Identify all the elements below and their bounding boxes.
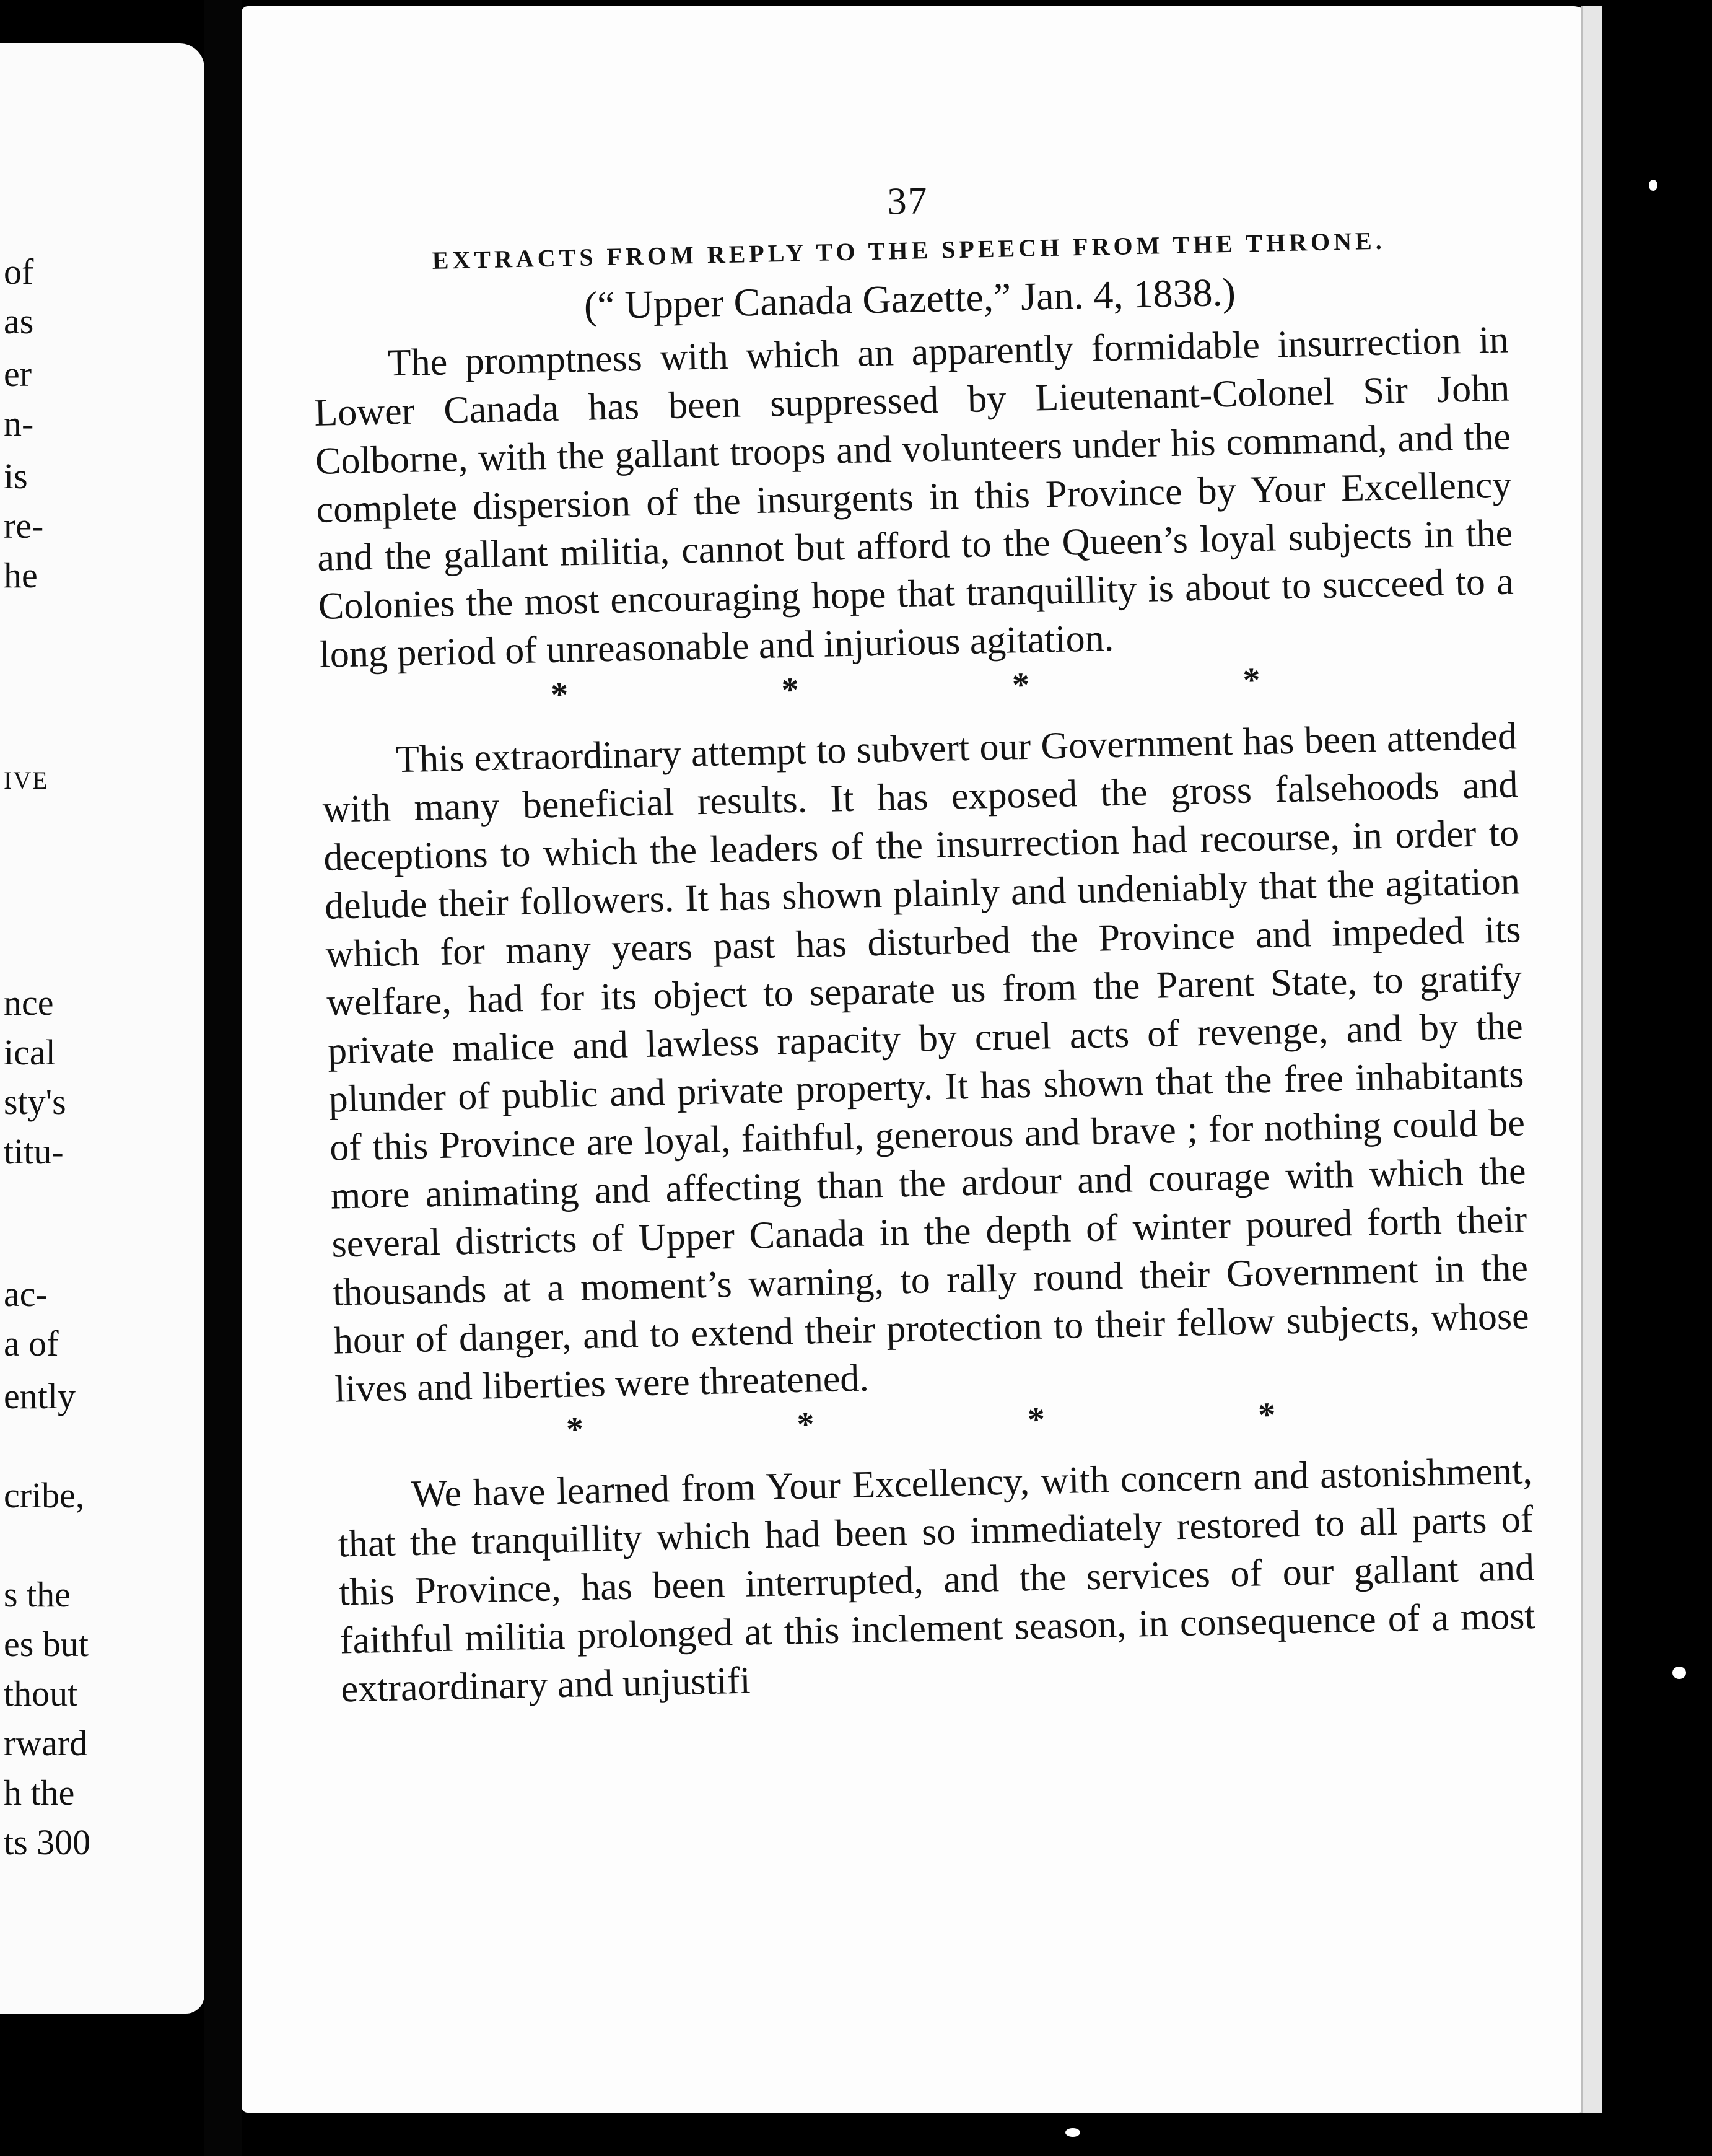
asterisk: * bbox=[781, 670, 800, 710]
left-page-text-fragment: nce bbox=[4, 983, 54, 1023]
left-page-text-fragment: cribe, bbox=[4, 1475, 85, 1515]
left-page-text-fragment: rward bbox=[4, 1723, 88, 1763]
left-page-text-fragment: as bbox=[4, 301, 34, 341]
left-page-text-fragment: re- bbox=[4, 506, 44, 546]
left-page-text-fragment: IVE bbox=[4, 766, 49, 794]
left-page-text-fragment: he bbox=[4, 555, 38, 595]
left-page-text-fragment: ical bbox=[4, 1032, 56, 1072]
dust-speck bbox=[1672, 1667, 1686, 1679]
asterisk: * bbox=[796, 1405, 815, 1444]
asterisk: * bbox=[566, 1410, 584, 1449]
dust-speck bbox=[1649, 180, 1657, 191]
left-page-text-fragment: ts 300 bbox=[4, 1822, 91, 1862]
left-page-fragment bbox=[0, 43, 204, 2014]
left-page-text-fragment: er bbox=[4, 354, 32, 394]
left-page-text-fragment: thout bbox=[4, 1673, 78, 1714]
paragraph-1: The promptness with which an apparently formidable insurrection in Lower Canada has been suppressed by Lieutenant-Colonel Sir John Colborne, with the gallant troops and volunteers under his command, and the complete dispersion of the insurgents in this Province by Your Excellency and the gallant militia, cannot but afford to the Queen’s loyal subjects in the Colonies the most encouraging hope that tranquillity is about to succeed to a long period of unreasonable and injurious agitation. bbox=[313, 318, 1514, 676]
dust-speck bbox=[1065, 2128, 1080, 2137]
asterisk: * bbox=[1011, 665, 1030, 705]
section-heading: EXTRACTS FROM REPLY TO THE SPEECH FROM THE THRONE. bbox=[432, 226, 1386, 274]
left-page-text-fragment: a of bbox=[4, 1323, 59, 1364]
paragraph-2: This extraordinary attempt to subvert our Government has been attended with many beneficial results. It has exposed the gross falsehoods and deceptions to which the leaders of the insurrection had recourse, in order to delude their followers. It has shown plainly and undeniably that the agitation which for many years past has disturbed the Province and impeded its welfare, had for its object to separate us from the Parent State, to gratify private malice and lawless rapacity by cruel acts of revenge, and by the plunder of public and private property. It has shown that the free inhabitants of this Province are loyal, faithful, generous and brave ; for nothing could be more animating and affecting than the ardour and courage with which the several districts of Upper Canada in the depth of winter poured forth their thousands at a moment’s warning, to rally round their Government in the hour of danger, and to extend their protection to their fellow subjects, whose lives and liberties were threatened. bbox=[322, 715, 1530, 1411]
left-page-text-fragment: of bbox=[4, 252, 34, 292]
left-page-text-fragment: ently bbox=[4, 1376, 76, 1416]
page-content bbox=[310, 167, 1537, 1714]
left-page-text-fragment: s the bbox=[4, 1574, 71, 1615]
book-gutter bbox=[204, 0, 242, 2156]
asterisk: * bbox=[550, 675, 569, 715]
source-citation: (“ Upper Canada Gazette,” Jan. 4, 1838.) bbox=[583, 270, 1236, 328]
asterisk: * bbox=[1257, 1395, 1277, 1435]
left-page-text-fragment: n- bbox=[4, 403, 34, 444]
left-page-text-fragment: h the bbox=[4, 1773, 75, 1813]
page-number: 37 bbox=[886, 180, 929, 223]
left-page-text-fragment: titu- bbox=[4, 1131, 64, 1172]
left-page-text-fragment: ac- bbox=[4, 1274, 48, 1314]
paragraph-3: We have learned from Your Excellency, with concern and astonishment, that the tranquillity which had been so immediately restored to all parts of this Province, has been interrupted, and the services of our gallant and faithful militia prolonged at this inclement season, in consequence of a most extraordinary and unjustifi bbox=[338, 1450, 1536, 1711]
asterisk: * bbox=[1027, 1400, 1046, 1440]
left-page-text-fragment: es but bbox=[4, 1624, 89, 1664]
right-page bbox=[242, 6, 1592, 2113]
left-page-text-fragment: is bbox=[4, 456, 28, 496]
asterisk: * bbox=[1242, 661, 1261, 700]
left-page-text-fragment: sty's bbox=[4, 1082, 66, 1122]
page-edge bbox=[1581, 6, 1602, 2113]
